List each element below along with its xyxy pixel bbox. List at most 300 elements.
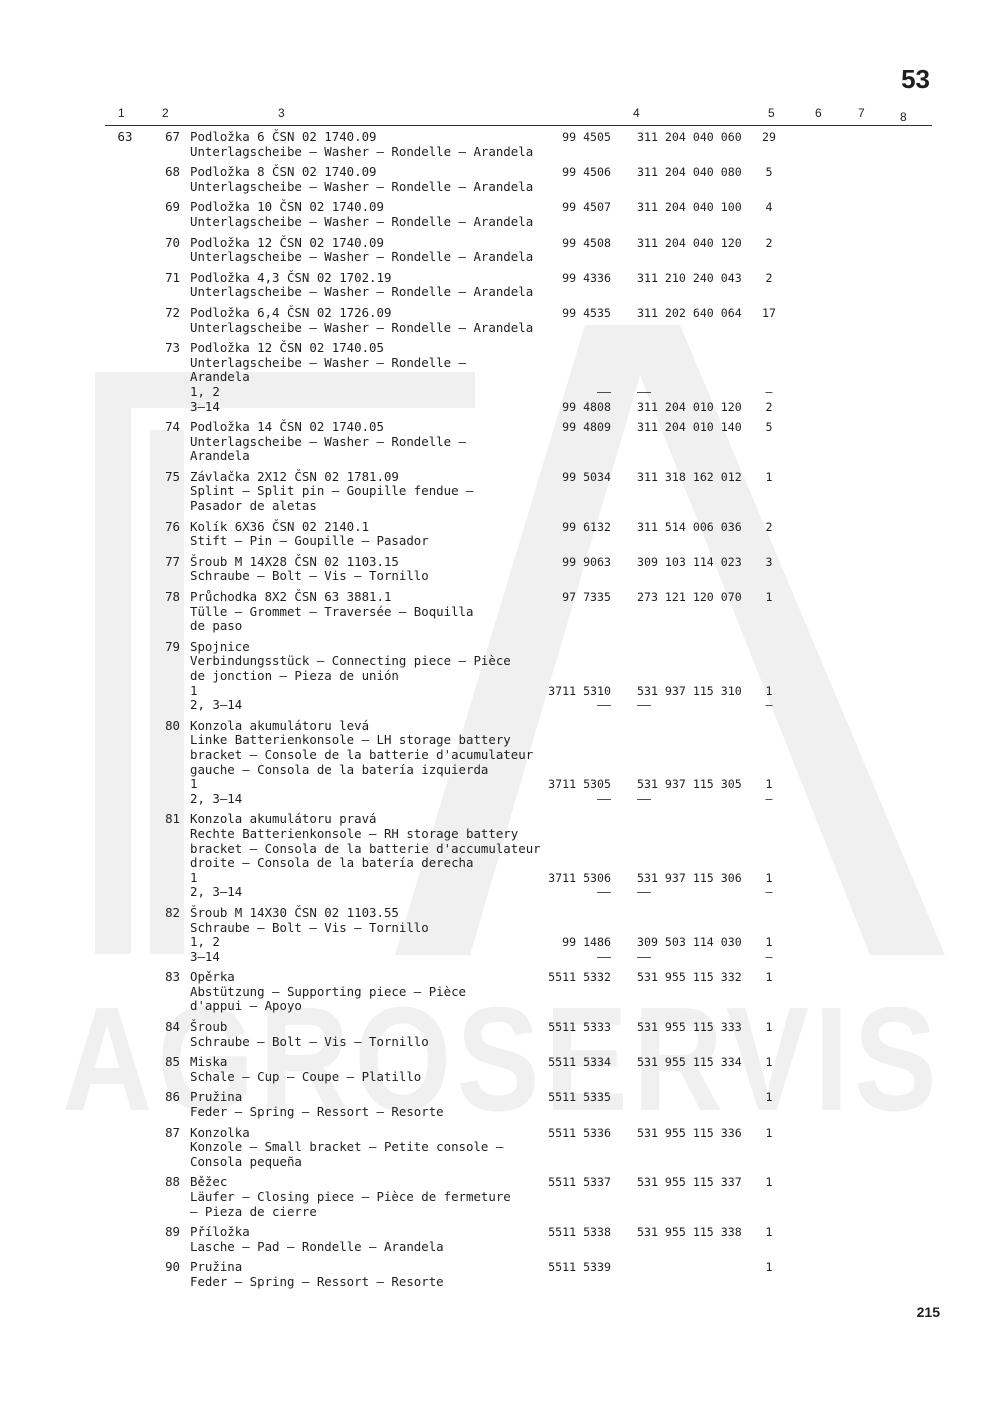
line-text: d'appui — Apoyo — [190, 998, 302, 1014]
part-row — [0, 1020, 1000, 1055]
catalog-number: 99 4808 — [562, 399, 611, 414]
order-number: 309 103 114 023 — [637, 554, 742, 569]
quantity: 1 — [765, 1225, 773, 1240]
description-line — [190, 569, 540, 584]
description-line — [190, 948, 773, 965]
description-line — [190, 419, 773, 435]
catalog-number: 5511 5335 — [548, 1090, 611, 1105]
catalog-number: 97 7335 — [562, 590, 611, 605]
description-line — [190, 985, 540, 1000]
part-description — [190, 468, 773, 514]
line-text: gauche — Consola de la batería izquierda — [190, 761, 489, 777]
order-number: 531 937 115 310 — [637, 683, 742, 698]
description-line — [190, 1140, 540, 1155]
position-number: 81 — [165, 811, 180, 827]
line-text: bracket — Consola de la batterie d'accumulateur — [190, 840, 541, 856]
catalog-number: 99 1486 — [562, 935, 611, 950]
order-number: 311 210 240 043 — [637, 270, 742, 285]
part-row — [0, 470, 1000, 520]
line-text: Arandela — [190, 369, 250, 385]
order-number: 311 202 640 064 — [637, 305, 742, 320]
line-text: Rechte Batterienkonsole — RH storage battery — [190, 825, 519, 841]
line-text: 2, 3—14 — [190, 697, 243, 713]
line-text: droite — Consola de la batería derecha — [190, 855, 474, 871]
column-header: 3 — [278, 106, 285, 120]
catalog-number: —— — [597, 384, 611, 399]
column-header: 7 — [858, 106, 865, 120]
quantity: 1 — [765, 1175, 773, 1190]
line-text: Schraube — Bolt — Vis — Tornillo — [190, 568, 429, 584]
order-number: 311 318 162 012 — [637, 469, 742, 484]
line-text: Feder — Spring — Ressort — Resorte — [190, 1104, 444, 1120]
line-text: Abstützung — Supporting piece — Pièce — [190, 983, 467, 999]
description-line — [190, 640, 540, 655]
description-line — [190, 534, 540, 549]
line-text: Spojnice — [190, 638, 250, 654]
description-line — [190, 1224, 773, 1240]
line-text: Lasche — Pad — Rondelle — Arandela — [190, 1238, 444, 1254]
catalog-number: 3711 5306 — [548, 870, 611, 885]
description-line — [190, 812, 540, 827]
part-row — [0, 1260, 1000, 1295]
line-text: Feder — Spring — Ressort — Resorte — [190, 1273, 444, 1289]
description-line — [190, 518, 773, 535]
line-text: 1 — [190, 682, 198, 698]
order-number: 531 955 115 337 — [637, 1175, 742, 1190]
line-text: Unterlagscheibe — Washer — Rondelle — Arandela — [190, 249, 534, 265]
line-text: Unterlagscheibe — Washer — Rondelle — Arandela — [190, 178, 534, 194]
description-line — [190, 1240, 540, 1255]
order-number: —— — [637, 885, 651, 900]
catalog-number: 99 4809 — [562, 420, 611, 435]
position-number: 80 — [165, 717, 180, 733]
part-row — [0, 640, 1000, 719]
part-description — [190, 340, 773, 414]
part-row — [0, 719, 1000, 813]
part-description — [190, 1224, 773, 1254]
description-line — [190, 499, 540, 514]
catalog-number: 5511 5339 — [548, 1260, 611, 1275]
part-description — [190, 1019, 773, 1049]
order-number: —— — [637, 949, 651, 964]
catalog-number: 99 4507 — [562, 200, 611, 215]
order-number: 311 204 040 060 — [637, 130, 742, 144]
catalog-number: 99 9063 — [562, 554, 611, 569]
line-text: Arandela — [190, 448, 250, 464]
line-text: 1, 2 — [190, 934, 220, 950]
description-line — [190, 856, 540, 871]
part-row — [0, 1225, 1000, 1260]
line-text: Konzola akumulátoru levá — [190, 717, 370, 733]
order-number: 531 937 115 306 — [637, 870, 742, 885]
part-row — [0, 812, 1000, 906]
description-line — [190, 370, 540, 385]
line-text: Miska — [190, 1054, 228, 1070]
order-number: 311 204 010 120 — [637, 399, 742, 414]
quantity: 1 — [765, 683, 773, 698]
line-text: Unterlagscheibe — Washer — Rondelle — Arandela — [190, 143, 534, 159]
position-number: 84 — [165, 1019, 180, 1035]
column-header: 4 — [633, 106, 640, 120]
header-rule — [105, 125, 932, 126]
column-header: 8 — [900, 110, 907, 124]
page-number: 53 — [901, 64, 930, 94]
description-line — [190, 733, 540, 748]
quantity: 1 — [765, 1260, 773, 1275]
catalog-number: 99 4505 — [562, 130, 611, 144]
position-number: 70 — [165, 234, 180, 250]
part-row — [0, 236, 1000, 271]
part-row — [0, 520, 1000, 555]
description-line — [190, 682, 773, 699]
part-description — [190, 234, 773, 265]
order-number: 309 503 114 030 — [637, 935, 742, 950]
description-line — [190, 969, 773, 985]
catalog-number: 5511 5333 — [548, 1020, 611, 1035]
line-text: 3—14 — [190, 398, 220, 414]
description-line — [190, 719, 540, 734]
description-line — [190, 763, 540, 778]
description-line — [190, 285, 540, 300]
line-text: Podložka 12 ČSN 02 1740.09 — [190, 234, 384, 250]
description-line — [190, 1124, 773, 1141]
line-text: Läufer — Closing piece — Pièce de fermeture — [190, 1189, 511, 1204]
description-line — [190, 669, 540, 684]
part-description — [190, 164, 773, 194]
part-description — [190, 1089, 773, 1120]
order-number: 273 121 120 070 — [637, 590, 742, 605]
line-text: bracket — Console de la batterie d'acumulateur — [190, 746, 534, 762]
line-text: Unterlagscheibe — Washer — Rondelle — — [190, 433, 467, 449]
position-number: 88 — [165, 1174, 180, 1190]
description-line — [190, 1275, 540, 1290]
order-number: 311 204 010 140 — [637, 420, 742, 435]
position-number: 78 — [165, 589, 180, 605]
description-line — [190, 269, 773, 286]
quantity: — — [765, 791, 773, 806]
quantity: 1 — [765, 935, 773, 950]
catalog-number: 99 5034 — [562, 469, 611, 484]
line-text: Podložka 6 ČSN 02 1740.09 — [190, 129, 377, 144]
part-row — [0, 341, 1000, 420]
line-text: Linke Batterienkonsole — LH storage battery — [190, 732, 511, 748]
part-description — [190, 1174, 773, 1219]
catalog-number: 5511 5337 — [548, 1175, 611, 1190]
description-line — [190, 934, 773, 950]
line-text: Šroub M 14X28 ČSN 02 1103.15 — [190, 553, 399, 569]
parts-list — [0, 130, 1000, 1296]
line-text: 2, 3—14 — [190, 790, 243, 806]
position-number: 77 — [165, 553, 180, 569]
quantity: 3 — [765, 554, 773, 569]
line-text: Podložka 4,3 ČSN 02 1702.19 — [190, 269, 392, 285]
order-number: 531 955 115 333 — [637, 1020, 742, 1035]
catalog-number: 99 6132 — [562, 519, 611, 534]
part-description — [190, 638, 773, 713]
description-line — [190, 827, 540, 842]
line-text: Consola pequeña — [190, 1153, 302, 1169]
description-line — [190, 383, 773, 400]
description-line — [190, 250, 540, 265]
description-line — [190, 1174, 773, 1190]
line-text: 3—14 — [190, 948, 220, 964]
order-number: 531 937 115 305 — [637, 777, 742, 792]
description-line — [190, 790, 773, 807]
quantity: 2 — [765, 270, 773, 285]
quantity: — — [765, 384, 773, 399]
description-line — [190, 842, 540, 857]
description-line — [190, 180, 540, 195]
line-text: Podložka 14 ČSN 02 1740.05 — [190, 419, 384, 435]
catalog-number: —— — [597, 949, 611, 964]
part-description — [190, 717, 773, 807]
quantity: 29 — [762, 130, 776, 144]
catalog-number: 99 4508 — [562, 235, 611, 250]
description-line — [190, 697, 773, 713]
part-row — [0, 590, 1000, 640]
part-description — [190, 419, 773, 464]
order-number: 311 204 040 100 — [637, 200, 742, 215]
order-number: 531 955 115 338 — [637, 1225, 742, 1240]
line-text: Splint — Split pin — Goupille fendue — — [190, 483, 474, 499]
description-line — [190, 1155, 540, 1170]
description-line — [190, 199, 773, 215]
part-description — [190, 129, 776, 159]
position-number: 87 — [165, 1124, 180, 1140]
quantity: — — [765, 885, 773, 900]
quantity: 1 — [765, 777, 773, 792]
description-line — [190, 654, 540, 669]
part-row — [0, 555, 1000, 590]
position-number: 75 — [165, 468, 180, 484]
position-number: 82 — [165, 904, 180, 920]
line-text: 1 — [190, 869, 198, 885]
position-number: 74 — [165, 419, 180, 435]
part-description — [190, 199, 773, 229]
part-row — [0, 306, 1000, 341]
catalog-number: —— — [597, 791, 611, 806]
position-number: 89 — [165, 1224, 180, 1240]
position-number: 76 — [165, 518, 180, 534]
order-number: —— — [637, 698, 651, 713]
description-line — [190, 1089, 773, 1105]
line-text: Konzole — Small bracket — Petite console — — [190, 1139, 504, 1155]
part-description — [190, 1054, 773, 1084]
description-line — [190, 468, 773, 485]
order-number: 311 204 040 080 — [637, 165, 742, 180]
position-number: 72 — [165, 304, 180, 320]
column-header: 2 — [162, 106, 169, 120]
position-number: 67 — [165, 129, 180, 144]
line-text: Schraube — Bolt — Vis — Tornillo — [190, 1033, 429, 1049]
description-line — [190, 1070, 540, 1085]
catalog-number: 5511 5332 — [548, 970, 611, 985]
order-number: —— — [637, 384, 651, 399]
line-text: Šroub — [190, 1019, 228, 1035]
column-header: 1 — [118, 106, 125, 120]
catalog-number: 5511 5336 — [548, 1125, 611, 1140]
part-row — [0, 1055, 1000, 1090]
catalog-number: 3711 5305 — [548, 777, 611, 792]
line-text: de jonction — Pieza de unión — [190, 668, 399, 683]
description-line — [190, 553, 773, 570]
line-text: — Pieza de cierre — [190, 1203, 317, 1219]
part-description — [190, 553, 773, 584]
part-row — [0, 200, 1000, 235]
description-line — [190, 869, 773, 886]
description-line — [190, 1105, 540, 1120]
position-number: 79 — [165, 638, 180, 654]
description-line — [190, 356, 540, 371]
position-number: 73 — [165, 340, 180, 356]
part-row — [0, 1090, 1000, 1125]
description-line — [190, 449, 540, 464]
order-number: 531 955 115 336 — [637, 1125, 742, 1140]
catalog-number: 5511 5338 — [548, 1225, 611, 1240]
order-number: 531 955 115 334 — [637, 1055, 742, 1070]
quantity: 17 — [762, 305, 776, 320]
line-text: Schale — Cup — Coupe — Platillo — [190, 1068, 422, 1084]
line-text: Schraube — Bolt — Vis — Tornillo — [190, 919, 429, 935]
description-line — [190, 435, 540, 450]
order-number: 311 204 040 120 — [637, 235, 742, 250]
description-line — [190, 999, 540, 1014]
part-row — [0, 420, 1000, 470]
catalog-number: 99 4535 — [562, 305, 611, 320]
description-line — [190, 921, 540, 936]
footer-page-number: 215 — [916, 1304, 940, 1320]
quantity: 1 — [765, 1020, 773, 1035]
column-header: 5 — [768, 106, 775, 120]
catalog-number: —— — [597, 885, 611, 900]
line-text: Běžec — [190, 1174, 228, 1190]
line-text: Průchodka 8X2 ČSN 63 3881.1 — [190, 589, 392, 605]
description-line — [190, 129, 776, 145]
line-text: Tülle — Grommet — Traversée — Boquilla — [190, 603, 474, 619]
description-line — [190, 1205, 540, 1220]
catalog-number: —— — [597, 698, 611, 713]
position-number: 71 — [165, 269, 180, 285]
part-row — [0, 906, 1000, 970]
catalog-number: 99 4336 — [562, 270, 611, 285]
order-number: 311 514 006 036 — [637, 519, 742, 534]
part-row — [0, 130, 1000, 165]
description-line — [190, 776, 773, 792]
quantity: 1 — [765, 469, 773, 484]
quantity: — — [765, 698, 773, 713]
column-header: 6 — [815, 106, 822, 120]
description-line — [190, 164, 773, 180]
part-description — [190, 1259, 773, 1289]
quantity: 2 — [765, 519, 773, 534]
description-line — [190, 341, 540, 356]
description-line — [190, 1190, 540, 1205]
part-description — [190, 904, 773, 964]
line-text: Pružina — [190, 1089, 243, 1105]
part-description — [190, 589, 773, 634]
description-line — [190, 215, 540, 230]
description-line — [190, 1035, 540, 1050]
line-text: 1 — [190, 776, 198, 792]
order-number: —— — [637, 791, 651, 806]
line-text: Stift — Pin — Goupille — Pasador — [190, 533, 429, 549]
position-number: 85 — [165, 1054, 180, 1070]
position-number: 90 — [165, 1259, 180, 1275]
description-line — [190, 884, 773, 900]
line-text: Konzola akumulátoru pravá — [190, 811, 377, 827]
quantity: 1 — [765, 590, 773, 605]
description-line — [190, 234, 773, 251]
part-row — [0, 1126, 1000, 1176]
description-line — [190, 619, 540, 634]
quantity: 1 — [765, 1055, 773, 1070]
line-text: Konzolka — [190, 1124, 250, 1140]
part-row — [0, 1175, 1000, 1225]
part-description — [190, 811, 773, 900]
catalog-number: 99 4506 — [562, 165, 611, 180]
quantity: 5 — [765, 420, 773, 435]
description-line — [190, 1054, 773, 1070]
quantity: 1 — [765, 970, 773, 985]
line-text: Unterlagscheibe — Washer — Rondelle — Arandela — [190, 319, 534, 335]
quantity: 2 — [765, 235, 773, 250]
description-line — [190, 304, 776, 321]
part-description — [190, 1124, 773, 1170]
column-headers — [0, 106, 1000, 124]
quantity: 1 — [765, 870, 773, 885]
part-description — [190, 304, 776, 335]
quantity: — — [765, 949, 773, 964]
description-line — [190, 145, 540, 160]
line-text: Pružina — [190, 1259, 243, 1275]
part-description — [190, 518, 773, 549]
line-text: de paso — [190, 618, 243, 634]
part-row — [0, 165, 1000, 200]
line-text: Pasador de aletas — [190, 498, 317, 514]
description-line — [190, 1259, 773, 1275]
group-number: 63 — [117, 129, 133, 144]
part-description — [190, 969, 773, 1014]
line-text: Podložka 12 ČSN 02 1740.05 — [190, 340, 384, 356]
line-text: Unterlagscheibe — Washer — Rondelle — Arandela — [190, 284, 534, 300]
position-number: 83 — [165, 969, 180, 985]
part-description — [190, 269, 773, 300]
quantity: 4 — [765, 200, 773, 215]
part-row — [0, 970, 1000, 1020]
watermark-text: AGROSERVIS — [62, 977, 942, 1142]
part-row — [0, 271, 1000, 306]
position-number: 68 — [165, 164, 180, 180]
line-text: Verbindungsstück — Connecting piece — Pièce — [190, 653, 511, 669]
description-line — [190, 1019, 773, 1035]
line-text: Příložka — [190, 1224, 250, 1240]
description-line — [190, 398, 773, 415]
catalog-number: 5511 5334 — [548, 1055, 611, 1070]
line-text: 1, 2 — [190, 383, 220, 399]
line-text: Unterlagscheibe — Washer — Rondelle — Arandela — [190, 213, 534, 229]
line-text: 2, 3—14 — [190, 884, 243, 900]
line-text: Podložka 8 ČSN 02 1740.09 — [190, 164, 377, 180]
quantity: 5 — [765, 165, 773, 180]
line-text: Podložka 10 ČSN 02 1740.09 — [190, 199, 384, 215]
line-text: Opěrka — [190, 969, 235, 985]
description-line — [190, 906, 540, 921]
description-line — [190, 589, 773, 605]
line-text: Unterlagscheibe — Washer — Rondelle — — [190, 354, 467, 370]
description-line — [190, 321, 540, 336]
catalog-number: 3711 5310 — [548, 683, 611, 698]
quantity: 1 — [765, 1125, 773, 1140]
